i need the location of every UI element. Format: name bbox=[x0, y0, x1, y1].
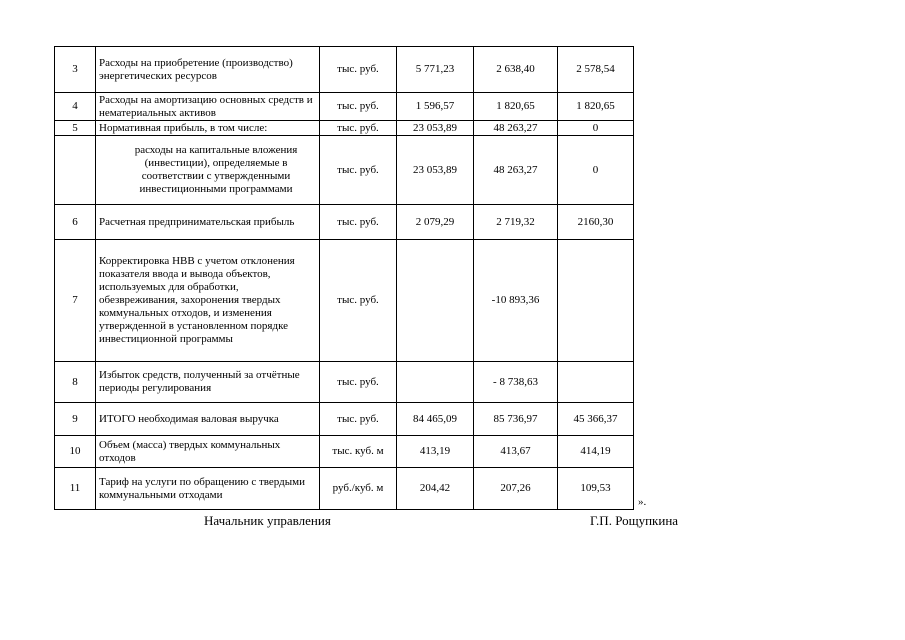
row-value-cell bbox=[397, 240, 474, 362]
row-value-cell: 1 820,65 bbox=[558, 93, 634, 121]
row-name-cell: расходы на капитальные вложения (инвестиции), определяемые в соответствии с утвержденными инвестиционными программами bbox=[96, 136, 320, 205]
row-name-cell: Расчетная предпринимательская прибыль bbox=[96, 205, 320, 240]
row-number-cell: 9 bbox=[55, 403, 96, 436]
row-number-cell: 6 bbox=[55, 205, 96, 240]
row-unit-cell: руб./куб. м bbox=[320, 468, 397, 510]
row-value-cell: 23 053,89 bbox=[397, 121, 474, 136]
row-name-cell: Нормативная прибыль, в том числе: bbox=[96, 121, 320, 136]
row-unit-cell: тыс. руб. bbox=[320, 205, 397, 240]
signer-title: Начальник управления bbox=[204, 513, 331, 528]
row-value-cell: 204,42 bbox=[397, 468, 474, 510]
row-name-cell: Тариф на услуги по обращению с твердыми коммунальными отходами bbox=[96, 468, 320, 510]
row-unit-cell: тыс. руб. bbox=[320, 121, 397, 136]
row-value-cell bbox=[558, 240, 634, 362]
tariff-table-body bbox=[55, 47, 634, 510]
row-value-cell: 48 263,27 bbox=[474, 121, 558, 136]
row-number-cell: 3 bbox=[55, 47, 96, 93]
closing-mark: ». bbox=[638, 496, 647, 508]
row-number-cell: 7 bbox=[55, 240, 96, 362]
row-value-cell: -10 893,36 bbox=[474, 240, 558, 362]
row-number-cell: 11 bbox=[55, 468, 96, 510]
row-unit-cell: тыс. руб. bbox=[320, 93, 397, 121]
row-value-cell: 207,26 bbox=[474, 468, 558, 510]
row-name-cell: ИТОГО необходимая валовая выручка bbox=[96, 403, 320, 436]
row-number-cell: 4 bbox=[55, 93, 96, 121]
table-row bbox=[55, 121, 634, 136]
row-number-cell: 5 bbox=[55, 121, 96, 136]
row-unit-cell: тыс. руб. bbox=[320, 362, 397, 403]
row-value-cell: 1 820,65 bbox=[474, 93, 558, 121]
row-value-cell: 5 771,23 bbox=[397, 47, 474, 93]
row-value-cell: 2 079,29 bbox=[397, 205, 474, 240]
row-value-cell: 2 719,32 bbox=[474, 205, 558, 240]
row-unit-cell: тыс. руб. bbox=[320, 136, 397, 205]
row-value-cell: 413,67 bbox=[474, 436, 558, 468]
row-name-cell: Расходы на приобретение (производство) энергетических ресурсов bbox=[96, 47, 320, 93]
table-row bbox=[55, 205, 634, 240]
table-row bbox=[55, 93, 634, 121]
row-name-cell: Расходы на амортизацию основных средств и нематериальных активов bbox=[96, 93, 320, 121]
table-row bbox=[55, 468, 634, 510]
row-name-cell: Объем (масса) твердых коммунальных отходов bbox=[96, 436, 320, 468]
row-number-cell bbox=[55, 136, 96, 205]
row-number-cell: 8 bbox=[55, 362, 96, 403]
row-unit-cell: тыс. руб. bbox=[320, 47, 397, 93]
row-value-cell: 45 366,37 bbox=[558, 403, 634, 436]
row-unit-cell: тыс. куб. м bbox=[320, 436, 397, 468]
table-row bbox=[55, 240, 634, 362]
row-value-cell: 23 053,89 bbox=[397, 136, 474, 205]
signer-name: Г.П. Рощупкина bbox=[590, 513, 679, 528]
row-value-cell: 48 263,27 bbox=[474, 136, 558, 205]
row-value-cell: 414,19 bbox=[558, 436, 634, 468]
row-value-cell bbox=[558, 362, 634, 403]
row-unit-cell: тыс. руб. bbox=[320, 240, 397, 362]
table-row bbox=[55, 136, 634, 205]
row-name-cell: Корректировка НВВ с учетом отклонения показателя ввода и вывода объектов, используемых для обработки, обезвреживания, захоронения твердых коммунальных отходов, и изменения утвержденной в установленном порядке инвестиционной программы bbox=[96, 240, 320, 362]
row-value-cell: 0 bbox=[558, 121, 634, 136]
row-name-cell: Избыток средств, полученный за отчётные периоды регулирования bbox=[96, 362, 320, 403]
tariff-table bbox=[54, 46, 634, 510]
row-value-cell: 413,19 bbox=[397, 436, 474, 468]
row-unit-cell: тыс. руб. bbox=[320, 403, 397, 436]
row-value-cell: - 8 738,63 bbox=[474, 362, 558, 403]
table-row bbox=[55, 362, 634, 403]
row-value-cell: 109,53 bbox=[558, 468, 634, 510]
row-value-cell: 2 578,54 bbox=[558, 47, 634, 93]
row-value-cell: 85 736,97 bbox=[474, 403, 558, 436]
row-value-cell: 84 465,09 bbox=[397, 403, 474, 436]
row-value-cell: 2160,30 bbox=[558, 205, 634, 240]
table-row bbox=[55, 436, 634, 468]
row-number-cell: 10 bbox=[55, 436, 96, 468]
table-row bbox=[55, 403, 634, 436]
row-value-cell: 2 638,40 bbox=[474, 47, 558, 93]
table-row bbox=[55, 47, 634, 93]
row-value-cell bbox=[397, 362, 474, 403]
row-value-cell: 1 596,57 bbox=[397, 93, 474, 121]
row-value-cell: 0 bbox=[558, 136, 634, 205]
